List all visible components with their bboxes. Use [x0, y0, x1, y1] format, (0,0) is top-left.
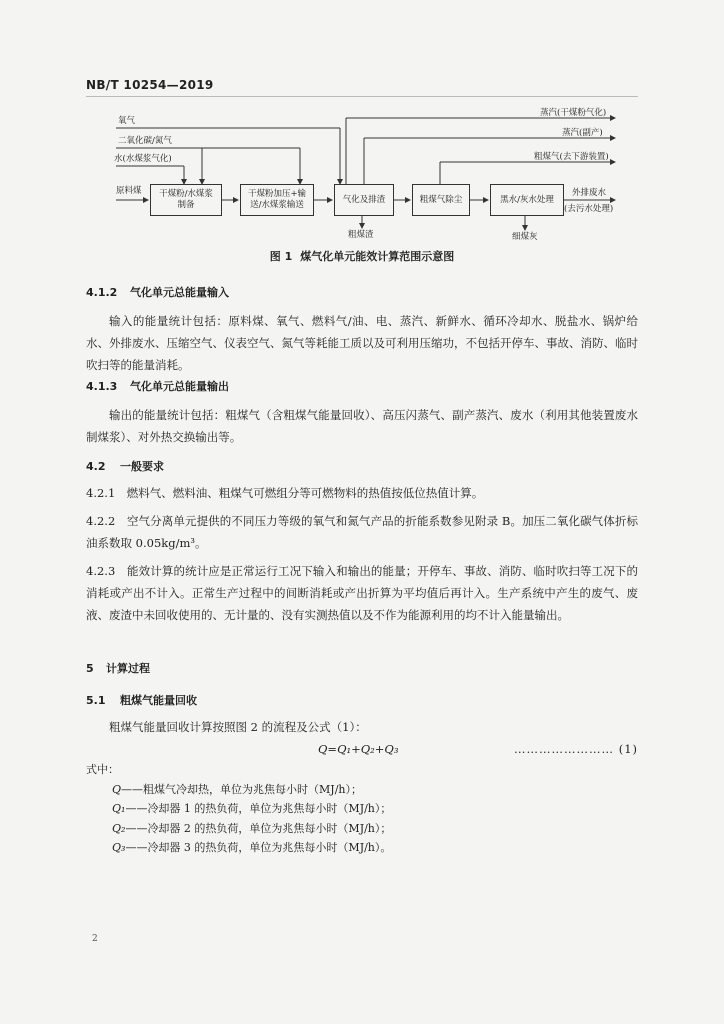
def-symbol: Q₃ — [112, 841, 126, 854]
output-steam-by: 蒸汽(副产) — [562, 128, 603, 138]
heading-num: 5.1 — [86, 694, 106, 707]
output-wastewater: 外排废水 — [572, 188, 607, 198]
figure-title: 煤气化单元能效计算范围示意图 — [300, 250, 455, 263]
box-gasify: 气化及排渣 — [334, 184, 394, 216]
equation-number-text: (1) — [618, 742, 638, 756]
output-steam-dry: 蒸汽(干煤粉气化) — [540, 108, 607, 118]
heading-4-2 — [86, 458, 164, 474]
def-symbol: Q — [112, 782, 122, 796]
equation: Q=Q₁+Q₂+Q₃ — [318, 742, 399, 756]
heading-title: 粗煤气能量回收 — [120, 694, 197, 707]
output-raw-gas: 粗煤气(去下游装置) — [534, 152, 609, 162]
equation-dots: …………………… — [514, 742, 615, 756]
heading-num: 4.2 — [86, 460, 106, 473]
para-5-1-intro: 粗煤气能量回收计算按照图 2 的流程及公式（1）： — [109, 720, 367, 734]
symbol-definitions — [86, 760, 392, 858]
input-water: 水(水煤浆气化) — [114, 154, 172, 164]
figure-caption — [0, 248, 724, 264]
box-prep-line1: 干煤粉/水煤浆 — [159, 189, 213, 199]
header-rule — [86, 96, 638, 97]
box-dust: 粗煤气除尘 — [412, 184, 470, 216]
para-4-2-2: 4.2.2 空气分离单元提供的不同压力等级的氧气和氮气产品的折能系数参见附录 B。加压二氧化碳气体折标油系数取 0.05kg/m³。 — [86, 514, 638, 550]
output-to-sewage: (去污水处理) — [564, 204, 614, 214]
def-row — [112, 819, 391, 839]
output-fine-slag: 细煤灰 — [512, 232, 538, 242]
diagram-lines — [110, 108, 630, 246]
heading-num: 4.1.2 — [86, 286, 118, 299]
output-coarse-slag: 粗煤渣 — [348, 230, 374, 240]
input-raw-coal: 原料煤 — [116, 186, 142, 196]
def-text: ——冷却器 1 的热负荷，单位为兆焦每小时（MJ/h）； — [125, 802, 392, 815]
para-4-1-2: 输入的能量统计包括：原料煤、氧气、燃料气/油、电、蒸汽、新鲜水、循环冷却水、脱盐水、锅炉给水、外排废水、压缩空气、仪表空气、氮气等耗能工质以及可利用压缩功，不包括开停车、事故、消防、临时吹扫等的能量消耗。 — [86, 314, 638, 372]
def-text: ——冷却器 2 的热负荷，单位为兆焦每小时（MJ/h）； — [125, 821, 392, 835]
box-feed-line1: 干煤粉加压+输 — [247, 189, 307, 199]
para-4-2-1: 4.2.1 燃料气、燃料油、粗煤气可燃组分等可燃物料的热值按低位热值计算。 — [86, 486, 484, 500]
equation-number — [514, 742, 638, 756]
box-feed — [240, 184, 314, 216]
where-label: 式中： — [86, 763, 119, 776]
def-row — [112, 780, 391, 800]
def-row — [112, 838, 391, 858]
heading-title: 一般要求 — [120, 460, 164, 473]
def-symbol: Q₁ — [112, 802, 126, 815]
process-diagram — [110, 108, 630, 246]
box-prep — [150, 184, 222, 216]
standard-code: NB/T 10254—2019 — [86, 78, 214, 92]
input-oxygen: 氧气 — [118, 116, 136, 126]
figure-label: 图 1 — [269, 250, 293, 263]
heading-4-1-3 — [86, 378, 229, 394]
def-text: ——冷却器 3 的热负荷，单位为兆焦每小时（MJ/h）。 — [125, 841, 392, 854]
input-co2-n2: 二氧化碳/氮气 — [118, 136, 172, 146]
def-text: ——粗煤气冷却热，单位为兆焦每小时（MJ/h）； — [121, 782, 362, 796]
heading-4-1-2 — [86, 284, 229, 300]
heading-5-1 — [86, 692, 197, 708]
box-prep-line2: 制备 — [177, 200, 195, 210]
heading-num: 5 — [86, 662, 94, 675]
formula-1 — [86, 742, 638, 758]
heading-title: 计算过程 — [106, 662, 150, 675]
heading-5 — [86, 660, 150, 676]
para-4-1-3: 输出的能量统计包括：粗煤气（含粗煤气能量回收）、高压闪蒸气、副产蒸汽、废水（利用其他装置废水制煤浆）、对外热交换输出等。 — [86, 408, 638, 444]
heading-title: 气化单元总能量输入 — [130, 286, 229, 299]
para-4-2-3: 4.2.3 能效计算的统计应是正常运行工况下输入和输出的能量；开停车、事故、消防、临时吹扫等工况下的消耗或产出不计入。正常生产过程中的间断消耗或产出折算为平均值后再计入。生产系统中产生的废气、废液、废渣中未回收使用的、无计量的、没有实测热值以及不作为能源利用的均不计入能量输出。 — [86, 564, 638, 622]
def-row — [112, 799, 391, 819]
def-symbol: Q₂ — [112, 821, 126, 835]
box-water-treat: 黑水/灰水处理 — [490, 184, 564, 216]
page-number: 2 — [92, 934, 98, 944]
box-feed-line2: 送/水煤浆输送 — [250, 200, 304, 210]
heading-num: 4.1.3 — [86, 380, 118, 393]
heading-title: 气化单元总能量输出 — [130, 380, 229, 393]
